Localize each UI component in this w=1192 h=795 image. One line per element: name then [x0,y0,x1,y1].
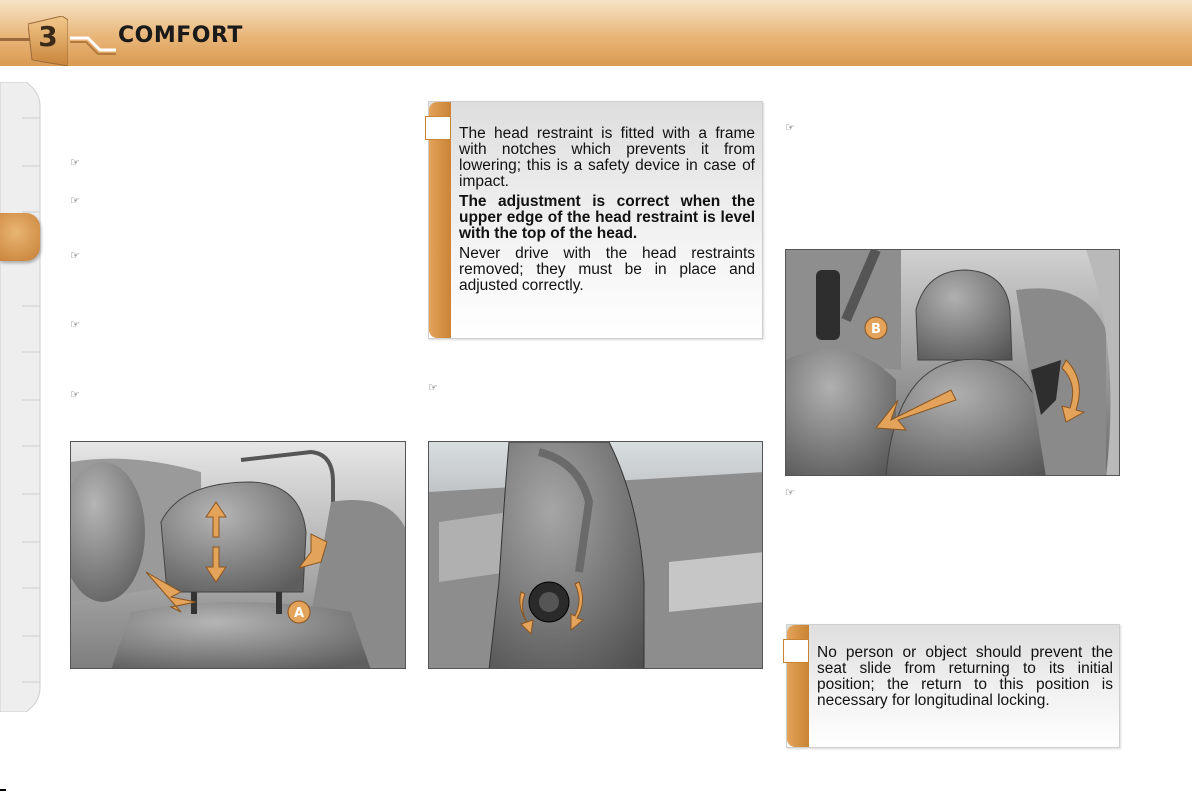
bullet-icon: ☞ [70,249,80,262]
bullet-icon: ☞ [785,486,795,499]
note-paragraph: Never drive with the head restraints removed; they must be in place and adjusted correctly. [459,245,755,294]
bullet-icon: ☞ [70,388,80,401]
label-B: B [871,322,881,337]
note-body [459,126,755,298]
side-navigation [0,82,42,712]
photo-seat-lever [785,249,1120,476]
bullet-icon: ☞ [70,194,80,207]
note-body [817,645,1113,713]
note-paragraph-bold: The adjustment is correct when the upper edge of the head restraint is level with the top of the head. [459,193,755,242]
chapter-number: 3 [38,20,58,53]
note-paragraph: No person or object should prevent the seat slide from returning to its initial position; the return to this position is necessary for longitudinal locking. [817,644,1113,709]
bullet-icon: ☞ [428,381,438,394]
note-square-icon [425,116,451,140]
bullet-icon: ☞ [785,121,795,134]
label-A: A [293,606,305,621]
note-paragraph: The head restraint is fitted with a frame with notches which prevents it from lowering; this is a safety device in case of impact. [459,125,755,190]
photo-seat-back-knob [428,441,763,669]
page-title: COMFORT [118,23,243,48]
bullet-icon: ☞ [70,318,80,331]
page-mark [0,789,6,791]
photo-head-restraint [70,441,406,669]
header-rule [0,38,30,41]
header-swoosh [70,30,116,66]
note-box-seat-slide [786,624,1120,748]
bullet-icon: ☞ [70,156,80,169]
note-box-head-restraint [428,101,763,339]
nav-tab-comfort-active[interactable] [0,213,40,261]
note-square-icon [783,639,809,663]
